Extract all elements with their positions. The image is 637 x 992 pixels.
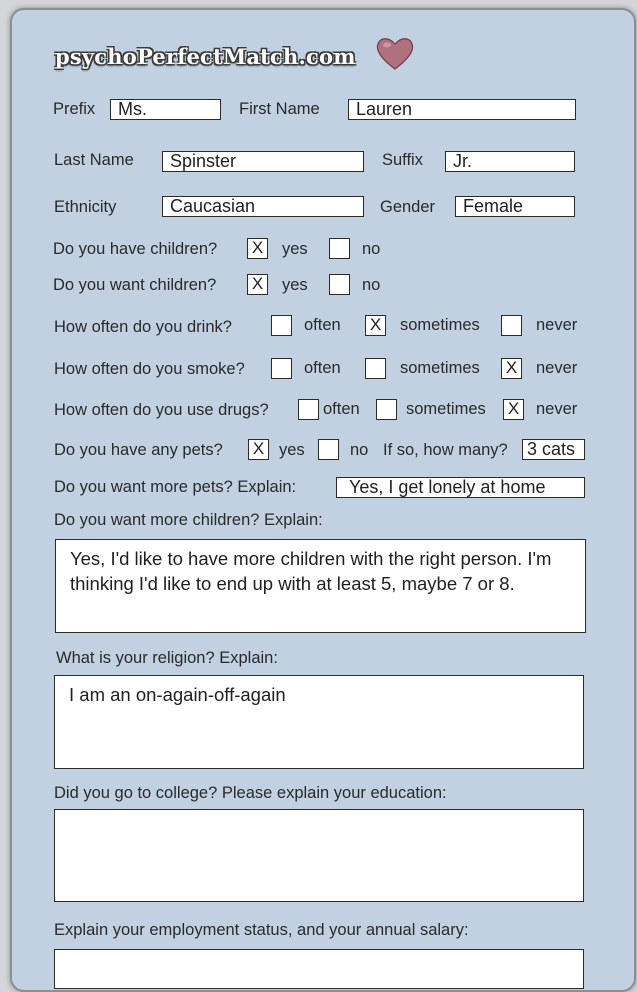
drugs-sometimes-checkbox[interactable] bbox=[376, 399, 397, 420]
have-children-no-label: no bbox=[362, 240, 381, 258]
ethnicity-label: Ethnicity bbox=[54, 198, 117, 216]
drugs-never-checkbox[interactable]: X bbox=[503, 399, 524, 420]
want-children-yes-label: yes bbox=[282, 276, 308, 294]
pets-label: Do you have any pets? bbox=[54, 441, 223, 459]
want-children-label: Do you want children? bbox=[53, 276, 217, 294]
heart-icon bbox=[375, 35, 415, 71]
religion-label: What is your religion? Explain: bbox=[56, 649, 278, 667]
have-children-yes-label: yes bbox=[282, 240, 308, 258]
pets-no-label: no bbox=[350, 441, 369, 459]
smoke-sometimes-checkbox[interactable] bbox=[365, 358, 386, 379]
suffix-field[interactable]: Jr. bbox=[445, 151, 575, 172]
smoke-never-checkbox[interactable]: X bbox=[501, 358, 522, 379]
suffix-label: Suffix bbox=[382, 151, 423, 169]
last-name-label: Last Name bbox=[54, 151, 134, 169]
drugs-never-label: never bbox=[536, 400, 578, 418]
want-children-no-checkbox[interactable] bbox=[329, 274, 350, 295]
smoke-often-checkbox[interactable] bbox=[271, 358, 292, 379]
drugs-sometimes-label: sometimes bbox=[406, 400, 486, 418]
drink-never-label: never bbox=[536, 316, 578, 334]
employment-textarea[interactable] bbox=[54, 949, 584, 989]
have-children-label: Do you have children? bbox=[53, 240, 218, 258]
college-label: Did you go to college? Please explain your education: bbox=[54, 784, 447, 802]
drink-label: How often do you drink? bbox=[54, 318, 232, 336]
employment-label: Explain your employment status, and your annual salary: bbox=[54, 921, 469, 939]
want-children-yes-checkbox[interactable]: X bbox=[247, 274, 268, 295]
more-pets-field[interactable]: Yes, I get lonely at home bbox=[336, 477, 585, 498]
drink-often-label: often bbox=[304, 316, 341, 334]
last-name-field[interactable]: Spinster bbox=[162, 151, 364, 172]
more-pets-label: Do you want more pets? Explain: bbox=[54, 478, 297, 496]
first-name-label: First Name bbox=[239, 100, 320, 118]
prefix-field[interactable]: Ms. bbox=[110, 99, 221, 120]
first-name-field[interactable]: Lauren bbox=[348, 99, 576, 120]
want-children-no-label: no bbox=[362, 276, 381, 294]
drugs-often-label: often bbox=[323, 400, 360, 418]
religion-textarea[interactable]: I am an on-again-off-again bbox=[54, 675, 584, 769]
pets-how-many-field[interactable]: 3 cats bbox=[522, 439, 585, 460]
pets-how-many-label: If so, how many? bbox=[383, 441, 508, 459]
college-textarea[interactable] bbox=[54, 809, 584, 902]
drink-sometimes-checkbox[interactable]: X bbox=[365, 315, 386, 336]
smoke-never-label: never bbox=[536, 359, 578, 377]
gender-field[interactable]: Female bbox=[455, 196, 575, 217]
pets-no-checkbox[interactable] bbox=[318, 439, 339, 460]
pets-yes-label: yes bbox=[279, 441, 305, 459]
pets-yes-checkbox[interactable]: X bbox=[248, 439, 269, 460]
smoke-often-label: often bbox=[304, 359, 341, 377]
drink-never-checkbox[interactable] bbox=[501, 315, 522, 336]
drugs-label: How often do you use drugs? bbox=[54, 401, 269, 419]
more-children-label: Do you want more children? Explain: bbox=[54, 511, 323, 529]
ethnicity-field[interactable]: Caucasian bbox=[162, 196, 364, 217]
drink-sometimes-label: sometimes bbox=[400, 316, 480, 334]
smoke-label: How often do you smoke? bbox=[54, 360, 245, 378]
prefix-label: Prefix bbox=[53, 100, 96, 118]
gender-label: Gender bbox=[380, 198, 436, 216]
site-logo: psychoPerfectMatch.com bbox=[55, 44, 356, 69]
drugs-often-checkbox[interactable] bbox=[298, 399, 319, 420]
drink-often-checkbox[interactable] bbox=[271, 315, 292, 336]
more-children-textarea[interactable]: Yes, I'd like to have more children with the right person. I'm thinking I'd like to end up with at least 5, maybe 7 or 8. bbox=[55, 539, 586, 633]
smoke-sometimes-label: sometimes bbox=[400, 359, 480, 377]
have-children-yes-checkbox[interactable]: X bbox=[247, 238, 268, 259]
have-children-no-checkbox[interactable] bbox=[329, 238, 350, 259]
